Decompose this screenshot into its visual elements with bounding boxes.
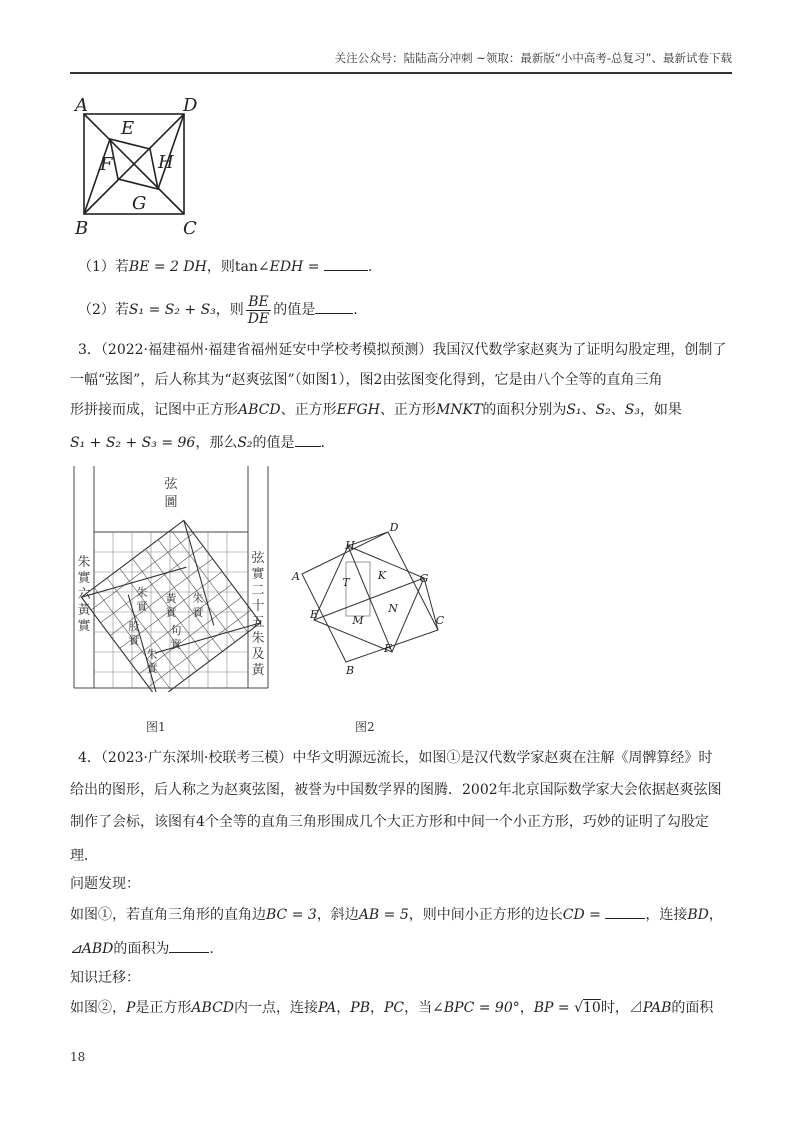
fig2-label-F: F bbox=[384, 642, 392, 655]
q3-line3: 形拼接而成，记图中正方形ABCD、正方形EFGH、正方形MNKT的面积分别为S₁、S₂、S₃，如果 bbox=[70, 402, 682, 418]
fig2-label-N: N bbox=[388, 602, 398, 615]
q2-sub2: （2）若S₁ = S₂ + S₃，则 $\frac{BE}{DE}$ 的值是 . bbox=[78, 293, 358, 327]
fig1-top-char-1: 弦 bbox=[164, 477, 178, 492]
fig1-right-char-4: 十 bbox=[251, 599, 265, 614]
answer-blank[interactable] bbox=[295, 432, 321, 447]
fig1-center-char-10: 實 bbox=[128, 634, 140, 647]
answer-blank[interactable] bbox=[605, 904, 645, 919]
fig1-center-char-7: 句 bbox=[170, 624, 182, 637]
q2-sub1: （1）若BE = 2 DH，则tan∠EDH = . bbox=[78, 256, 372, 277]
fig1-right-char-1: 弦 bbox=[251, 551, 265, 566]
fig1-right-char-7: 及 bbox=[251, 647, 265, 662]
fig2-label-H: H bbox=[345, 539, 355, 552]
fig1-center-char-3: 黃 bbox=[165, 592, 177, 605]
label-F: F bbox=[100, 154, 113, 175]
fig2-label-E: E bbox=[309, 608, 319, 621]
q3-line2: 一幅“弦图”，后人称其为“赵爽弦图”（如图1），图2由弦图变化得到，它是由八个全等的直角三角 bbox=[70, 372, 663, 388]
fig1-right-char-5: 五 bbox=[251, 615, 265, 630]
figure-1-caption: 图1 bbox=[146, 720, 166, 734]
answer-blank[interactable] bbox=[324, 256, 368, 271]
fig1-center-char-2: 實 bbox=[136, 600, 148, 613]
fig1-left-char-2: 實 bbox=[77, 571, 91, 586]
fig1-center-char-6: 實 bbox=[192, 606, 204, 619]
q3-line4: S₁ + S₂ + S₃ = 96，那么S₂的值是 . bbox=[70, 432, 325, 453]
header-divider bbox=[70, 72, 732, 74]
label-D: D bbox=[183, 95, 198, 116]
label-E: E bbox=[121, 118, 135, 139]
figure-1-xian-tu bbox=[72, 466, 272, 692]
figure-2-caption: 图2 bbox=[355, 720, 375, 734]
fig2-label-C: C bbox=[435, 614, 445, 627]
figure-2-squares bbox=[288, 516, 458, 706]
fig1-center-char-5: 朱 bbox=[192, 592, 204, 605]
figure-square-abcd bbox=[70, 92, 210, 242]
fig2-label-M: M bbox=[352, 614, 364, 627]
fig2-label-A: A bbox=[292, 570, 300, 583]
fig1-center-char-9: 股 bbox=[128, 620, 140, 633]
fig1-center-char-12: 實 bbox=[146, 662, 158, 675]
fig1-left-char-1: 朱 bbox=[77, 555, 91, 570]
label-C: C bbox=[183, 218, 197, 239]
fig1-right-char-3: 二 bbox=[251, 583, 265, 598]
fig1-right-char-8: 黃 bbox=[251, 663, 265, 678]
q4-line4: 理． bbox=[70, 848, 98, 864]
label-B: B bbox=[75, 218, 89, 239]
fig1-center-char-11: 朱 bbox=[146, 648, 158, 661]
fig1-right-char-2: 實 bbox=[251, 567, 265, 582]
q4-line1: 4．（2023·广东深圳·校联考三模）中华文明源远流长，如图①是汉代数学家赵爽在注解《周髀算经》时 bbox=[78, 750, 713, 766]
fig2-label-T: T bbox=[342, 576, 350, 589]
fig2-label-B: B bbox=[345, 664, 355, 677]
answer-blank[interactable] bbox=[169, 938, 209, 953]
page-header: 关注公众号：陆陆高分冲刺 ~领取：最新版“小中高考-总复习”、最新试卷下载 bbox=[334, 51, 732, 65]
sqrt-symbol: √ bbox=[574, 1000, 584, 1016]
fig1-left-char-4: 黃 bbox=[77, 603, 91, 618]
fig1-center-char-1: 朱 bbox=[136, 586, 148, 599]
q4-line7: 如图②，P是正方形ABCD内一点，连接PA，PB，PC，当∠BPC = 90°，BP = √10时，⊿PAB的面积 bbox=[70, 1000, 714, 1016]
q4-heading-discovery: 问题发现： bbox=[70, 876, 140, 892]
fig1-top-char-2: 圖 bbox=[164, 495, 178, 510]
label-A: A bbox=[75, 95, 88, 116]
fig1-center-char-4: 實 bbox=[165, 606, 177, 619]
fig1-left-char-5: 實 bbox=[77, 619, 91, 634]
q4-line5: 如图①，若直角三角形的直角边BC = 3，斜边AB = 5，则中间小正方形的边长CD = ，连接BD， bbox=[70, 904, 723, 925]
label-G: G bbox=[132, 193, 147, 214]
answer-blank[interactable] bbox=[315, 299, 353, 314]
q4-line3: 制作了会标，该图有4个全等的直角三角形围成几个大正方形和中间一个小正方形，巧妙的证明了勾股定 bbox=[70, 814, 709, 830]
fraction-be-de: $\frac{BE}{DE}$ bbox=[247, 293, 270, 327]
fig2-label-D: D bbox=[389, 521, 399, 534]
label-H: H bbox=[158, 152, 174, 173]
fig2-label-G: G bbox=[419, 572, 429, 585]
fig2-label-K: K bbox=[377, 569, 387, 582]
fig1-right-char-6: 朱 bbox=[251, 631, 265, 646]
fig1-left-char-3: 六 bbox=[77, 587, 91, 602]
q3-line1: 3．（2022·福建福州·福建省福州延安中学校考模拟预测）我国汉代数学家赵爽为了证明勾股定理，创制了 bbox=[78, 342, 727, 358]
q4-line6: ⊿ABD的面积为 . bbox=[70, 938, 214, 959]
fig1-center-char-8: 實 bbox=[170, 638, 182, 651]
q4-line2: 给出的图形，后人称之为赵爽弦图，被誉为中国数学界的图腾．2002年北京国际数学家大会依据赵爽弦图 bbox=[70, 782, 722, 798]
q4-heading-transfer: 知识迁移： bbox=[70, 970, 140, 986]
page-number: 18 bbox=[70, 1050, 86, 1064]
